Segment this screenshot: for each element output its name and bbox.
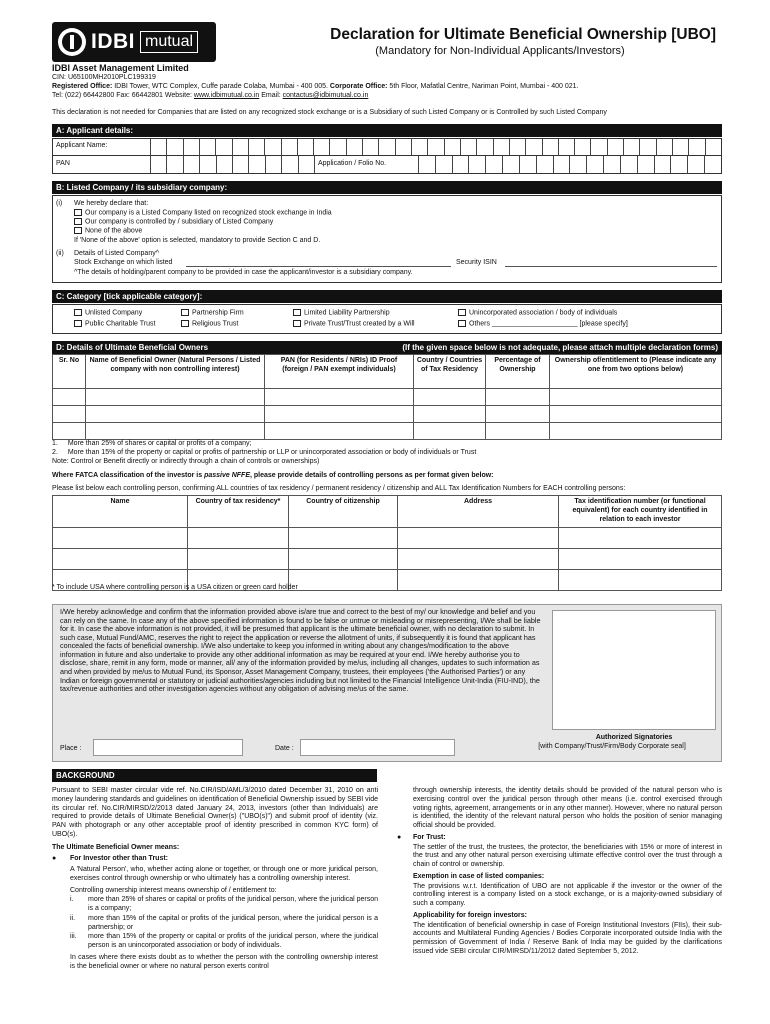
- char-cell[interactable]: [485, 156, 502, 173]
- contact-line: [52, 92, 368, 101]
- checkbox[interactable]: [293, 320, 301, 327]
- company-name: IDBI Asset Management Limited: [52, 63, 189, 73]
- page-title: Declaration for Ultimate Beneficial Ownership [UBO]: [330, 26, 716, 43]
- corp-office-label: Corporate Office:: [329, 83, 388, 90]
- table-row[interactable]: [53, 406, 722, 423]
- list-item: [52, 933, 378, 951]
- bullet-icon: ●: [52, 855, 57, 863]
- applicant-name-label: Applicant Name:: [56, 142, 108, 149]
- logo-product: mutual: [140, 31, 198, 53]
- exchange-input[interactable]: [186, 266, 451, 267]
- category-partnership[interactable]: [181, 309, 244, 318]
- checkbox[interactable]: [74, 309, 82, 316]
- email-label: Email:: [259, 92, 283, 99]
- item-i-text: We hereby declare that:: [74, 200, 149, 207]
- checkbox[interactable]: [293, 309, 301, 316]
- char-cell[interactable]: [493, 139, 509, 155]
- char-cell[interactable]: [637, 156, 654, 173]
- char-cell[interactable]: [688, 139, 704, 155]
- char-cell[interactable]: [199, 156, 215, 173]
- category-label: Limited Liability Partnership: [304, 309, 390, 317]
- section-a-box: [52, 138, 722, 174]
- reg-office-label: Registered Office:: [52, 83, 113, 90]
- idbi-logo-icon: [58, 28, 86, 56]
- logo-brand: IDBI: [91, 29, 135, 53]
- char-cell[interactable]: [586, 156, 603, 173]
- trust-heading-text: For Trust:: [413, 833, 446, 841]
- controlling-list-note: Please list below each controlling person, confirming ALL countries of tax residency / permanent residency / citizenship and ALL Tax Identification Numbers for EACH controlling persons:: [52, 485, 626, 492]
- background-para: Pursuant to SEBI master circular vide ref. No.CIR/ISD/AML/3/2010 dated December 31, 2010 on anti money laundering standards and guidelines on identification of Beneficial Ownership issued by SEBI vide its circular ref. No.CIR/MIRSD/2/2013 dated January 24, 2013, investors (other than Individuals) are required to provide details of Ultimate Beneficial Owner(s) ("UBO(s)") and submit proof of identity (viz. PAN with photograph or any other acceptable proof of identity prescribed in common KYC form) of UBO(s).: [52, 787, 378, 838]
- category-others[interactable]: [458, 320, 628, 329]
- listed-option-label: Our company is a Listed Company listed on recognized stock exchange in India: [85, 209, 332, 217]
- cin-line: CIN: U65100MH2010PLC199319: [52, 74, 156, 81]
- item-i-num: (i): [56, 200, 63, 207]
- date-label: Date :: [275, 745, 294, 752]
- email-link[interactable]: contactus@idbimutual.co.in: [282, 92, 369, 99]
- date-input[interactable]: [300, 739, 455, 756]
- usa-note: * To include USA where controlling person is a USA citizen or green card holder: [52, 584, 298, 591]
- char-cell[interactable]: [264, 139, 280, 155]
- char-cell[interactable]: [378, 139, 394, 155]
- list-item: [52, 915, 378, 933]
- ubo-col-percentage: Percentage of Ownership: [486, 355, 550, 389]
- category-label: Public Charitable Trust: [85, 320, 156, 328]
- subsidiary-option[interactable]: [74, 218, 273, 227]
- isin-label: Security ISIN: [456, 259, 497, 266]
- pan-input[interactable]: [150, 156, 314, 173]
- char-cell[interactable]: [574, 139, 590, 155]
- char-cell[interactable]: [313, 139, 329, 155]
- table-row[interactable]: [53, 549, 722, 570]
- checkbox[interactable]: [181, 309, 189, 316]
- checkbox[interactable]: [458, 320, 466, 327]
- none-checkbox[interactable]: [74, 227, 82, 234]
- subsidiary-checkbox[interactable]: [74, 218, 82, 225]
- char-cell[interactable]: [509, 139, 525, 155]
- ubo-col-srno: Sr. No: [53, 355, 86, 389]
- office-line: [52, 83, 579, 92]
- char-cell[interactable]: [362, 139, 378, 155]
- page-subtitle: (Mandatory for Non-Individual Applicants/Investors): [375, 45, 625, 57]
- category-label: Private Trust/Trust created by a Will: [304, 320, 415, 328]
- char-cell[interactable]: [395, 139, 411, 155]
- controlling-means-text: Controlling ownership interest means ownership of / entitlement to:: [70, 886, 277, 894]
- char-cell[interactable]: [216, 156, 232, 173]
- char-cell[interactable]: [346, 139, 362, 155]
- listing-note: This declaration is not needed for Companies that are listed on any recognized stock exchange or is a Subsidiary of such Listed Company or is Controlled by such Listed Company: [52, 109, 607, 116]
- declaration-text: I/We hereby acknowledge and confirm that the information provided above is/are true and correct to the best of my/ our knowledge and belief and you can rely on the same. In case any of the above specified information is found to be false or untrue or misleading or misrepresenting, I/We shall be liable for it. In case the above information is not provided, it will be presumed that applicant is the ultimate beneficial owner, with no declaration to submit. In such case, Mutual Fund/AMC, reserves the right to reject the application or reverse the allotment of units, if subsequently it is found that applicant has concealed the facts of beneficial ownership. I/We also undertake to keep you informed in writing about any changes/modification to the above information in future and also undertake to provide any other additional information as may be required at your end. I/We hereby authorise you to disclose, share, remit in any form, mode or manner, all/ any of the information provided by me/us, including all changes, updates to such information as and when provided by me/us to Mutual Fund, its Sponsor, Asset Management Company, trustees, their employees ('the Authorised Parties') or any Indian or foreign governmental or statutory or judicial authorities/agencies including but not limited to the Financial Intelligence Unit-India (FIU-IND), the tax/revenue authorities and other investigation agencies without any obligation of advising me/us of the same.: [60, 607, 541, 694]
- char-cell[interactable]: [183, 156, 199, 173]
- corp-office: 5th Floor, Mafatlal Centre, Nariman Point, Mumbai - 400 021.: [387, 83, 579, 90]
- char-cell[interactable]: [607, 139, 623, 155]
- char-cell[interactable]: [281, 139, 297, 155]
- table-row[interactable]: [53, 389, 722, 406]
- char-cell[interactable]: [215, 139, 231, 155]
- char-cell[interactable]: [150, 139, 166, 155]
- char-cell[interactable]: [654, 156, 671, 173]
- char-cell[interactable]: [150, 156, 166, 173]
- section-d-note: (If the given space below is not adequate, please attach multiple declaration forms): [402, 343, 718, 352]
- fatca-pre: Where FATCA classification of the investor is: [52, 472, 205, 479]
- website-link[interactable]: www.idbimutual.co.in: [193, 92, 260, 99]
- category-label: Unlisted Company: [85, 309, 143, 317]
- char-cell[interactable]: [525, 139, 541, 155]
- char-cell[interactable]: [411, 139, 427, 155]
- checkbox[interactable]: [458, 309, 466, 316]
- char-cell[interactable]: [620, 156, 637, 173]
- table-row[interactable]: [53, 528, 722, 549]
- section-b-box: [52, 195, 722, 283]
- control-means-text: through ownership interests, the identity details should be provided of the natural person who is exercising control over the juridical person through other means (i.e. control exercised through voting rights, agreement, arrangements or in any other manner). However, where no natural person is identified, the identity of the relevant natural person who holds the position of senior managing official should be provided.: [413, 787, 722, 829]
- footnote-1: [52, 440, 252, 449]
- pan-label: PAN: [56, 160, 70, 167]
- none-option-label: None of the above: [85, 227, 143, 235]
- folio-label: Application / Folio No.: [314, 156, 418, 173]
- list-item-text: more than 15% of the property or capital or profits of the juridical person, where the juridical person is an unincorporated association or body of individuals.: [88, 933, 378, 949]
- fatca-col-citizenship: Country of citizenship: [289, 496, 398, 528]
- char-cell[interactable]: [166, 139, 182, 155]
- fatca-table: [52, 495, 722, 591]
- char-cell[interactable]: [542, 139, 558, 155]
- char-cell[interactable]: [590, 139, 606, 155]
- list-item-num: ii.: [70, 914, 76, 922]
- char-cell[interactable]: [265, 156, 281, 173]
- category-unlisted[interactable]: [74, 309, 142, 318]
- section-b-header: B: Listed Company / its subsidiary company:: [52, 181, 722, 194]
- trust-heading: [397, 833, 722, 843]
- category-label: Religious Trust: [192, 320, 239, 328]
- char-cell[interactable]: [329, 139, 345, 155]
- char-cell[interactable]: [536, 156, 553, 173]
- folio-input[interactable]: [418, 156, 721, 173]
- exemption-text: The provisions w.r.t. Identification of UBO are not applicable if the investor or the owner of the controlling interest is a company listed on a stock exchange, or is a majority-owned subsidiary of such a company.: [413, 882, 722, 907]
- section-a-header: A: Applicant details:: [52, 124, 722, 137]
- char-cell[interactable]: [569, 156, 586, 173]
- foreign-heading: Applicability for foreign investors:: [413, 911, 527, 919]
- char-cell[interactable]: [460, 139, 476, 155]
- category-label: Others ______________________ [please specify]: [469, 320, 628, 328]
- item-ii-num: (ii): [56, 250, 64, 257]
- exemption-heading: Exemption in case of listed companies:: [413, 872, 545, 880]
- idbi-mutual-logo: [52, 22, 216, 62]
- none-option-note: If 'None of the above' option is selected, mandatory to provide Section C and D.: [74, 237, 321, 244]
- ubo-col-pan: PAN (for Residents / NRIs) ID Proof (foreign / PAN exempt individuals): [265, 355, 414, 389]
- char-cell[interactable]: [435, 156, 452, 173]
- signature-box[interactable]: [552, 610, 716, 730]
- fatca-post: , please provide details of controlling persons as per format given below:: [250, 472, 494, 479]
- category-private-trust[interactable]: [293, 320, 415, 329]
- char-cell[interactable]: [553, 156, 570, 173]
- list-item: [52, 896, 378, 914]
- ubo-col-ownership: Ownership of/entitlement to (Please indicate any one from two options below): [550, 355, 722, 389]
- isin-input[interactable]: [505, 266, 717, 267]
- investor-heading-text: For Investor other than Trust:: [70, 855, 169, 863]
- char-cell[interactable]: [248, 156, 264, 173]
- char-cell[interactable]: [704, 156, 721, 173]
- footnote-2-num: 2.: [52, 449, 58, 456]
- fatca-col-name: Name: [53, 496, 188, 528]
- char-cell[interactable]: [444, 139, 460, 155]
- doubt-text: In cases where there exists doubt as to whether the person with the controlling ownership interest is the beneficial owner or where no natural person exerts control: [70, 953, 378, 970]
- foreign-text: The identification of beneficial ownership in case of Foreign Institutional Investors (FIIs), their sub-accounts and Multilateral Funding Agencies / Bodies Corporate incorporated outside India with the permission of Government of India / Reserve Bank of India may be guided by the clarifications issued vide SEBI circular CIR/MIRSD/11/2012 dated September 5, 2012.: [413, 921, 722, 955]
- char-cell[interactable]: [603, 156, 620, 173]
- category-unincorporated[interactable]: [458, 309, 617, 318]
- fatca-col-tin: Tax identification number (or functional equivalent) for each country identified in relation to each investor: [559, 496, 722, 528]
- list-item-text: more than 25% of shares or capital or profits of the juridical person, where the juridical person is a company;: [88, 896, 378, 912]
- char-cell[interactable]: [502, 156, 519, 173]
- checkbox[interactable]: [74, 320, 82, 327]
- list-item-text: more than 15% of the capital or profits of the juridical person, where the juridical person is a partnership; or: [88, 914, 378, 931]
- category-religious-trust[interactable]: [181, 320, 238, 329]
- background-header: BACKGROUND: [52, 769, 377, 782]
- char-cell[interactable]: [623, 139, 639, 155]
- checkbox[interactable]: [181, 320, 189, 327]
- char-cell[interactable]: [468, 156, 485, 173]
- category-label: Partnership Firm: [192, 309, 244, 317]
- ubo-col-name: Name of Beneficial Owner (Natural Persons / Listed company with non controlling interest): [86, 355, 265, 389]
- section-c-header: C: Category [tick applicable category]:: [52, 290, 722, 303]
- exchange-label: Stock Exchange on which listed: [74, 259, 173, 266]
- category-public-trust[interactable]: [74, 320, 155, 329]
- char-cell[interactable]: [476, 139, 492, 155]
- category-llp[interactable]: [293, 309, 390, 318]
- natural-person-text: A 'Natural Person', who, whether acting alone or together, or through one or more juridical person, exercises control through ownership or who ultimately has a controlling ownership interest.: [70, 866, 378, 882]
- char-cell[interactable]: [232, 156, 248, 173]
- fatca-em: passive NFFE: [204, 472, 251, 479]
- char-cell[interactable]: [199, 139, 215, 155]
- char-cell[interactable]: [687, 156, 704, 173]
- place-input[interactable]: [93, 739, 243, 756]
- char-cell[interactable]: [166, 156, 182, 173]
- list-item-num: i.: [70, 896, 74, 904]
- footnote-2-text: More than 15% of the property or capital or profits of partnership or LLP or unincorporated association or body of individuals or Trust: [67, 449, 477, 456]
- none-option[interactable]: [74, 227, 142, 236]
- char-cell[interactable]: [183, 139, 199, 155]
- bullet-icon: ●: [397, 833, 402, 841]
- caret-note: ^The details of holding/parent company to be provided in case the applicant/investor is a subsidiary company.: [74, 269, 413, 276]
- char-cell[interactable]: [639, 139, 655, 155]
- listed-option[interactable]: [74, 209, 332, 218]
- signatories-sub: [with Company/Trust/Firm/Body Corporate seal]: [538, 743, 686, 750]
- section-d-title: D: Details of Ultimate Beneficial Owners: [56, 343, 209, 352]
- applicant-name-input[interactable]: [150, 139, 721, 155]
- trust-text: The settler of the trust, the trustees, the protector, the beneficiaries with 15% or more of interest in the trust and any other natural person exercising ultimate effective control over the trust through a chain of control or ownership.: [413, 843, 722, 868]
- list-item-num: iii.: [70, 933, 77, 941]
- ubo-col-country: Country / Countries of Tax Residency: [414, 355, 486, 389]
- ubo-table: [52, 354, 722, 440]
- signatories-title: Authorized Signatories: [595, 734, 673, 741]
- reg-office: IDBI Tower, WTC Complex, Cuffe parade Colaba, Mumbai - 400 005.: [112, 83, 330, 90]
- char-cell[interactable]: [281, 156, 297, 173]
- footnote-2: [52, 449, 476, 458]
- control-note: Note: Control or Benefit directly or indirectly through a chain of controls or ownerships): [52, 458, 320, 465]
- contact-prefix: Tel: (022) 66442800 Fax: 66442801 Website:: [52, 92, 194, 99]
- fatca-col-tax-residency: Country of tax residency*: [188, 496, 289, 528]
- section-c-box: [52, 304, 722, 334]
- table-row[interactable]: [53, 423, 722, 440]
- char-cell[interactable]: [670, 156, 687, 173]
- section-d-header: [52, 341, 722, 354]
- category-label: Unincorporated association / body of individuals: [469, 309, 618, 317]
- char-cell[interactable]: [705, 139, 721, 155]
- char-cell[interactable]: [418, 156, 435, 173]
- char-cell[interactable]: [427, 139, 443, 155]
- fatca-instruction: [52, 472, 494, 481]
- char-cell[interactable]: [298, 156, 314, 173]
- subsidiary-option-label: Our company is controlled by / subsidiary of Listed Company: [85, 218, 274, 226]
- place-label: Place :: [60, 745, 82, 752]
- char-cell[interactable]: [232, 139, 248, 155]
- char-cell[interactable]: [452, 156, 469, 173]
- char-cell[interactable]: [297, 139, 313, 155]
- background-right-column: [397, 787, 722, 960]
- background-left-column: [52, 787, 378, 974]
- investor-heading: [52, 855, 378, 864]
- char-cell[interactable]: [248, 139, 264, 155]
- footnote-1-text: More than 25% of shares or capital or profits of a company;: [67, 440, 252, 447]
- ubo-means-heading: The Ultimate Beneficial Owner means:: [52, 843, 180, 851]
- listed-checkbox[interactable]: [74, 209, 82, 216]
- fatca-col-address: Address: [398, 496, 559, 528]
- item-ii-text: Details of Listed Company^: [74, 250, 159, 257]
- declaration-box: [52, 604, 722, 762]
- char-cell[interactable]: [656, 139, 672, 155]
- char-cell[interactable]: [672, 139, 688, 155]
- footnote-1-num: 1.: [52, 440, 58, 447]
- char-cell[interactable]: [519, 156, 536, 173]
- char-cell[interactable]: [558, 139, 574, 155]
